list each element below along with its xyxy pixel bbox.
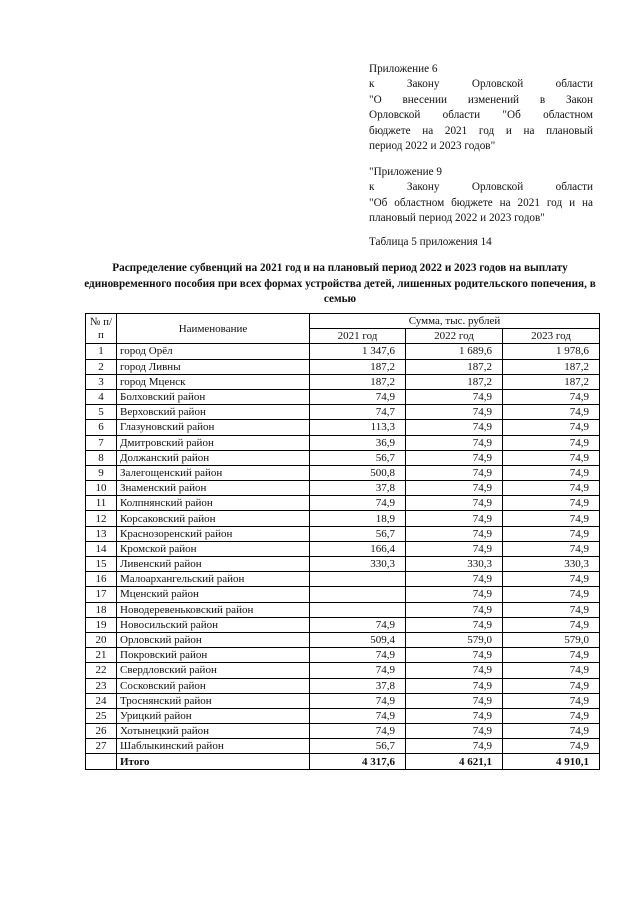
- row-value-2021: 37,8: [310, 678, 406, 693]
- row-name: город Ливны: [117, 359, 310, 374]
- table-row: [86, 693, 600, 708]
- table-row: [86, 708, 600, 723]
- row-number: 27: [86, 739, 117, 754]
- annex-9-line: плановый период 2022 и 2023 годов": [369, 212, 545, 225]
- table-row: [86, 405, 600, 420]
- annex-9-line: к Закону Орловской области: [369, 181, 593, 194]
- row-number: 20: [86, 632, 117, 647]
- row-number: 8: [86, 450, 117, 465]
- row-value-2023: 74,9: [503, 617, 600, 632]
- table-row: [86, 344, 600, 359]
- table-row: [86, 511, 600, 526]
- row-value-2022: 74,9: [406, 739, 503, 754]
- row-value-2022: 187,2: [406, 359, 503, 374]
- row-name: Ливенский район: [117, 557, 310, 572]
- row-number: 4: [86, 389, 117, 404]
- row-number: 16: [86, 572, 117, 587]
- table-body: [86, 344, 600, 769]
- subsidy-table: [85, 313, 600, 770]
- row-value-2023: 74,9: [503, 693, 600, 708]
- row-value-2021: 74,9: [310, 724, 406, 739]
- row-value-2021: 1 347,6: [310, 344, 406, 359]
- row-value-2022: 74,9: [406, 511, 503, 526]
- total-number-cell: [86, 754, 117, 769]
- row-value-2023: 187,2: [503, 374, 600, 389]
- row-value-2023: 74,9: [503, 678, 600, 693]
- row-number: 12: [86, 511, 117, 526]
- row-value-2022: 74,9: [406, 481, 503, 496]
- annex-6-line: период 2022 и 2023 годов": [369, 140, 496, 153]
- annex-6-line: Приложение 6: [369, 63, 438, 75]
- row-value-2022: 74,9: [406, 405, 503, 420]
- row-value-2021: 36,9: [310, 435, 406, 450]
- row-value-2022: 74,9: [406, 526, 503, 541]
- row-value-2023: 187,2: [503, 359, 600, 374]
- header-2022: 2022 год: [406, 329, 503, 344]
- row-name: Глазуновский район: [117, 420, 310, 435]
- row-name: Должанский район: [117, 450, 310, 465]
- row-value-2021: 187,2: [310, 374, 406, 389]
- row-value-2022: 74,9: [406, 617, 503, 632]
- row-value-2023: 74,9: [503, 450, 600, 465]
- row-value-2023: 74,9: [503, 526, 600, 541]
- row-value-2021: 18,9: [310, 511, 406, 526]
- row-number: 18: [86, 602, 117, 617]
- table-row: [86, 648, 600, 663]
- annex-6-header: [369, 62, 593, 154]
- header-num: № п/п: [86, 314, 117, 344]
- row-value-2022: 74,9: [406, 708, 503, 723]
- row-value-2022: 74,9: [406, 648, 503, 663]
- row-value-2022: 74,9: [406, 465, 503, 480]
- table-row: [86, 465, 600, 480]
- table-row: [86, 678, 600, 693]
- row-name: Покровский район: [117, 648, 310, 663]
- row-value-2023: 74,9: [503, 405, 600, 420]
- table-row: [86, 541, 600, 556]
- row-value-2023: 74,9: [503, 708, 600, 723]
- row-number: 19: [86, 617, 117, 632]
- row-number: 5: [86, 405, 117, 420]
- row-number: 1: [86, 344, 117, 359]
- row-value-2023: 74,9: [503, 389, 600, 404]
- row-value-2023: 74,9: [503, 511, 600, 526]
- row-value-2021: 187,2: [310, 359, 406, 374]
- row-name: Залегощенский район: [117, 465, 310, 480]
- row-value-2021: 37,8: [310, 481, 406, 496]
- row-value-2022: 74,9: [406, 693, 503, 708]
- table-header-row: [86, 314, 600, 329]
- row-name: Троснянский район: [117, 693, 310, 708]
- row-name: Новодеревеньковский район: [117, 602, 310, 617]
- row-name: Дмитровский район: [117, 435, 310, 450]
- row-number: 3: [86, 374, 117, 389]
- row-name: Сосковский район: [117, 678, 310, 693]
- table-row: [86, 632, 600, 647]
- total-2022: 4 621,1: [406, 754, 503, 769]
- header-2021: 2021 год: [310, 329, 406, 344]
- row-name: Мценский район: [117, 587, 310, 602]
- row-name: город Орёл: [117, 344, 310, 359]
- row-value-2022: 74,9: [406, 450, 503, 465]
- row-number: 24: [86, 693, 117, 708]
- row-value-2022: 74,9: [406, 572, 503, 587]
- total-label: Итого: [117, 754, 310, 769]
- total-2023: 4 910,1: [503, 754, 600, 769]
- row-name: Колпнянский район: [117, 496, 310, 511]
- row-value-2021: 56,7: [310, 739, 406, 754]
- row-name: Хотынецкий район: [117, 724, 310, 739]
- row-value-2022: 74,9: [406, 420, 503, 435]
- row-value-2021: 500,8: [310, 465, 406, 480]
- row-value-2022: 74,9: [406, 678, 503, 693]
- row-name: Урицкий район: [117, 708, 310, 723]
- row-value-2021: 74,9: [310, 648, 406, 663]
- annex-9-line: "Приложение 9: [369, 166, 443, 178]
- row-name: Знаменский район: [117, 481, 310, 496]
- row-value-2022: 74,9: [406, 389, 503, 404]
- annex-9-header: [369, 165, 593, 227]
- table-total-row: [86, 754, 600, 769]
- table-row: [86, 602, 600, 617]
- table-row: [86, 663, 600, 678]
- row-value-2023: 74,9: [503, 587, 600, 602]
- row-value-2023: 74,9: [503, 572, 600, 587]
- row-value-2022: 1 689,6: [406, 344, 503, 359]
- annex-6-line: Орловской области "Об областном: [369, 109, 593, 122]
- row-value-2021: 56,7: [310, 450, 406, 465]
- header-sum: Сумма, тыс. рублей: [310, 314, 600, 329]
- table-row: [86, 617, 600, 632]
- total-2021: 4 317,6: [310, 754, 406, 769]
- row-value-2023: 579,0: [503, 632, 600, 647]
- row-value-2023: 74,9: [503, 496, 600, 511]
- row-name: Болховский район: [117, 389, 310, 404]
- row-value-2022: 74,9: [406, 587, 503, 602]
- row-name: Орловский район: [117, 632, 310, 647]
- annex-6-line: "О внесении изменений в Закон: [369, 93, 593, 106]
- row-number: 17: [86, 587, 117, 602]
- row-value-2023: 74,9: [503, 663, 600, 678]
- row-value-2022: 579,0: [406, 632, 503, 647]
- row-number: 6: [86, 420, 117, 435]
- table-row: [86, 481, 600, 496]
- row-name: Кромской район: [117, 541, 310, 556]
- table-row: [86, 374, 600, 389]
- row-number: 14: [86, 541, 117, 556]
- row-value-2021: 56,7: [310, 526, 406, 541]
- table-row: [86, 572, 600, 587]
- row-value-2021: 509,4: [310, 632, 406, 647]
- row-number: 9: [86, 465, 117, 480]
- row-number: 13: [86, 526, 117, 541]
- table-row: [86, 450, 600, 465]
- row-value-2021: 74,9: [310, 496, 406, 511]
- row-name: Свердловский район: [117, 663, 310, 678]
- annex-6-line: к Закону Орловской области: [369, 78, 593, 91]
- row-value-2023: 74,9: [503, 420, 600, 435]
- row-value-2023: 74,9: [503, 739, 600, 754]
- row-name: Шаблыкинский район: [117, 739, 310, 754]
- row-value-2021: 330,3: [310, 557, 406, 572]
- row-value-2022: 74,9: [406, 435, 503, 450]
- table-row: [86, 526, 600, 541]
- row-value-2021: 74,9: [310, 663, 406, 678]
- row-value-2023: 74,9: [503, 481, 600, 496]
- row-value-2023: 330,3: [503, 557, 600, 572]
- row-name: Новосильский район: [117, 617, 310, 632]
- annex-6-line: бюджете на 2021 год и на плановый: [369, 124, 593, 137]
- row-number: 10: [86, 481, 117, 496]
- header-2023: 2023 год: [503, 329, 600, 344]
- row-value-2023: 74,9: [503, 724, 600, 739]
- table-note: Таблица 5 приложения 14: [369, 236, 492, 248]
- row-value-2022: 330,3: [406, 557, 503, 572]
- row-name: Малоархангельский район: [117, 572, 310, 587]
- row-value-2021: 74,9: [310, 693, 406, 708]
- table-row: [86, 724, 600, 739]
- table-row: [86, 359, 600, 374]
- document-title: Распределение субвенций на 2021 год и на плановый период 2022 и 2023 годов на выплату единовременного пособия при всех формах устройства детей, лишенных родительского попечения, в семью: [84, 262, 596, 306]
- table-row: [86, 587, 600, 602]
- row-number: 25: [86, 708, 117, 723]
- row-number: 22: [86, 663, 117, 678]
- table-row: [86, 496, 600, 511]
- row-value-2023: 74,9: [503, 648, 600, 663]
- row-value-2023: 74,9: [503, 435, 600, 450]
- table-row: [86, 420, 600, 435]
- row-value-2023: 74,9: [503, 602, 600, 617]
- row-value-2021: 74,9: [310, 389, 406, 404]
- row-number: 15: [86, 557, 117, 572]
- row-name: город Мценск: [117, 374, 310, 389]
- row-value-2022: 74,9: [406, 496, 503, 511]
- row-number: 2: [86, 359, 117, 374]
- row-number: 23: [86, 678, 117, 693]
- row-value-2023: 74,9: [503, 541, 600, 556]
- row-value-2021: [310, 572, 406, 587]
- annex-9-line: "Об областном бюджете на 2021 год и на: [369, 196, 593, 209]
- table-row: [86, 557, 600, 572]
- row-number: 26: [86, 724, 117, 739]
- row-value-2023: 74,9: [503, 465, 600, 480]
- row-number: 11: [86, 496, 117, 511]
- row-value-2021: 166,4: [310, 541, 406, 556]
- header-name: Наименование: [117, 314, 310, 344]
- table-row: [86, 389, 600, 404]
- row-value-2022: 74,9: [406, 663, 503, 678]
- row-value-2021: 74,9: [310, 617, 406, 632]
- row-value-2021: 113,3: [310, 420, 406, 435]
- row-value-2022: 74,9: [406, 724, 503, 739]
- row-value-2022: 187,2: [406, 374, 503, 389]
- table-row: [86, 435, 600, 450]
- row-number: 21: [86, 648, 117, 663]
- row-value-2022: 74,9: [406, 541, 503, 556]
- row-name: Краснозоренский район: [117, 526, 310, 541]
- row-value-2021: [310, 602, 406, 617]
- row-value-2022: 74,9: [406, 602, 503, 617]
- row-value-2021: 74,7: [310, 405, 406, 420]
- row-number: 7: [86, 435, 117, 450]
- table-row: [86, 739, 600, 754]
- row-name: Корсаковский район: [117, 511, 310, 526]
- row-value-2021: [310, 587, 406, 602]
- row-name: Верховский район: [117, 405, 310, 420]
- row-value-2023: 1 978,6: [503, 344, 600, 359]
- row-value-2021: 74,9: [310, 708, 406, 723]
